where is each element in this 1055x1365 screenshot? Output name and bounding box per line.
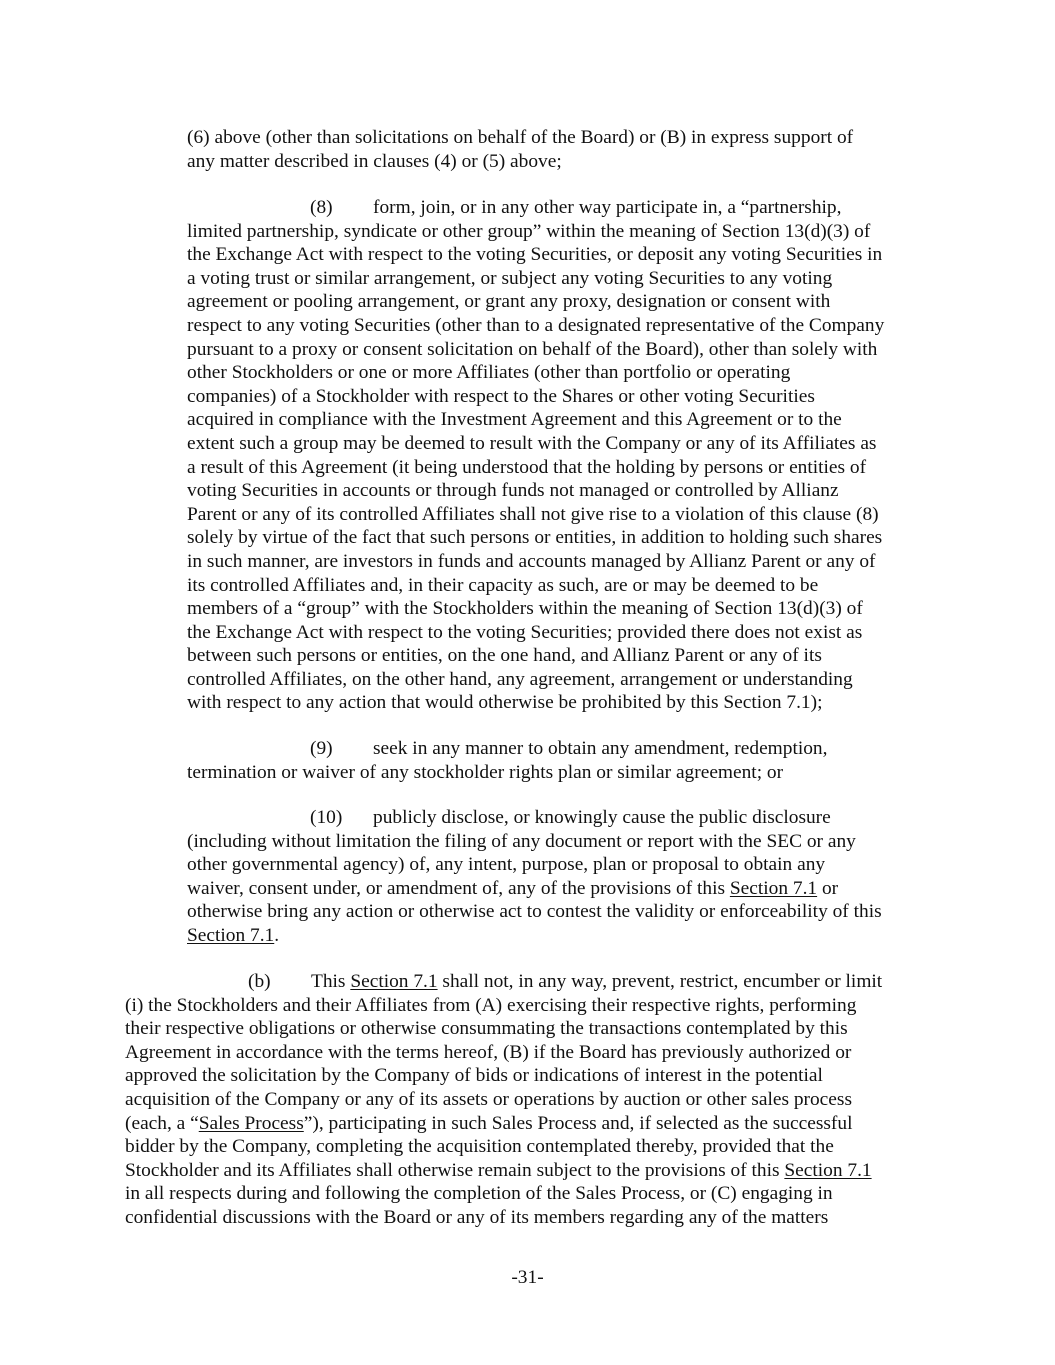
text-line: in such manner, are investors in funds and accounts managed by Allianz Parent or any of xyxy=(187,550,876,572)
text-line: limited partnership, syndicate or other group” within the meaning of Section 13(d)(3) of xyxy=(187,220,871,242)
text-segment: . xyxy=(274,924,280,946)
text-line: the Exchange Act with respect to the voting Securities, or deposit any voting Securities in xyxy=(187,244,883,266)
text-line: between such persons or entities, on the one hand, and Allianz Parent or any of its xyxy=(187,645,822,667)
text-segment: (each, a “ xyxy=(125,1112,199,1134)
text-line: voting Securities in accounts or through funds not managed or controlled by Allianz xyxy=(187,480,839,502)
text-line: members of a “group” with the Stockholders within the meaning of Section 13(d)(3) of xyxy=(187,598,863,620)
clause-10 xyxy=(187,806,882,948)
clause-number: (b) xyxy=(248,971,271,992)
page-number: -31- xyxy=(511,1267,544,1288)
text-line: approved the solicitation by the Company of bids or indications of interest in the potential xyxy=(125,1065,823,1087)
text-line: any matter described in clauses (4) or (5) above; xyxy=(187,150,562,172)
clause-8 xyxy=(187,196,884,715)
section-reference: Section 7.1 xyxy=(350,971,438,992)
text-line: with respect to any action that would otherwise be prohibited by this Section 7.1); xyxy=(187,692,823,714)
text-line: respect to any voting Securities (other than to a designated representative of the Company xyxy=(187,314,885,336)
text-line: termination or waiver of any stockholder rights plan or similar agreement; or xyxy=(187,761,784,783)
text-segment: or xyxy=(817,877,839,899)
text-segment: shall not, in any way, prevent, restrict, encumber or limit xyxy=(437,971,883,992)
text-line: bidder by the Company, completing the acquisition contemplated thereby, provided that the xyxy=(125,1136,834,1158)
text-line: agreement or pooling arrangement, or grant any proxy, designation or consent with xyxy=(187,291,831,313)
text-line: acquisition of the Company or any of its assets or operations by auction or other sales process xyxy=(125,1088,852,1110)
section-reference: Section 7.1 xyxy=(187,924,275,946)
text-segment: Stockholder and its Affiliates shall otherwise remain subject to the provisions of this xyxy=(125,1159,785,1181)
defined-term: Sales Process xyxy=(198,1112,304,1134)
text-segment: waiver, consent under, or amendment of, any of the provisions of this xyxy=(187,877,730,899)
text-line: a voting trust or similar arrangement, or subject any voting Securities to any voting xyxy=(187,267,833,289)
text-line: their respective obligations or otherwise consummating the transactions contemplated by this xyxy=(125,1018,848,1040)
clause-number: (9) xyxy=(310,738,333,759)
text-line: other governmental agency) of, any intent, purpose, plan or proposal to obtain any xyxy=(187,854,826,876)
clause-b xyxy=(125,970,882,1230)
clause-7-continuation xyxy=(187,126,853,173)
text-line: form, join, or in any other way participate in, a “partnership, xyxy=(373,197,842,218)
text-line: confidential discussions with the Board or any of its members regarding any of the matters xyxy=(125,1206,829,1228)
text-line: other Stockholders or one or more Affiliates (other than portfolio or operating xyxy=(187,362,791,384)
text-line: (i) the Stockholders and their Affiliates from (A) exercising their respective rights, performing xyxy=(125,994,857,1016)
text-line: pursuant to a proxy or consent solicitation on behalf of the Board), other than solely with xyxy=(187,338,878,360)
text-line: controlled Affiliates, on the other hand, any agreement, arrangement or understanding xyxy=(187,668,853,690)
text-line: publicly disclose, or knowingly cause the public disclosure xyxy=(373,807,831,828)
text-line: acquired in compliance with the Investment Agreement and this Agreement or to the xyxy=(187,409,842,431)
text-line: companies) of a Stockholder with respect to the Shares or other voting Securities xyxy=(187,385,815,407)
clause-number: (8) xyxy=(310,197,333,218)
text-line: extent such a group may be deemed to result with the Company or any of its Affiliates as xyxy=(187,432,877,454)
text-line: seek in any manner to obtain any amendment, redemption, xyxy=(373,738,828,759)
text-segment: ”), participating in such Sales Process and, if selected as the successful xyxy=(303,1112,853,1134)
text-line: in all respects during and following the completion of the Sales Process, or (C) engaging in xyxy=(125,1183,833,1205)
text-line: its controlled Affiliates and, in their capacity as such, are or may be deemed to be xyxy=(187,574,819,596)
text-line: the Exchange Act with respect to the voting Securities; provided there does not exist as xyxy=(187,621,863,643)
text-line: solely by virtue of the fact that such persons or entities, in addition to holding such shares xyxy=(187,527,883,549)
text-line: Agreement in accordance with the terms hereof, (B) if the Board has previously authorized or xyxy=(125,1041,852,1063)
text-line: Parent or any of its controlled Affiliates shall not give rise to a violation of this clause (8) xyxy=(187,503,879,525)
text-segment: This xyxy=(311,971,351,992)
text-line: otherwise bring any action or otherwise act to contest the validity or enforceability of this xyxy=(187,901,882,923)
section-reference: Section 7.1 xyxy=(784,1159,872,1181)
text-line: (6) above (other than solicitations on behalf of the Board) or (B) in express support of xyxy=(187,127,854,148)
text-line: a result of this Agreement (it being understood that the holding by persons or entities of xyxy=(187,456,867,478)
section-reference: Section 7.1 xyxy=(729,877,818,899)
text-line: (including without limitation the filing of any document or report with the SEC or any xyxy=(187,830,856,852)
clause-number: (10) xyxy=(310,807,343,828)
clause-9 xyxy=(187,737,827,784)
